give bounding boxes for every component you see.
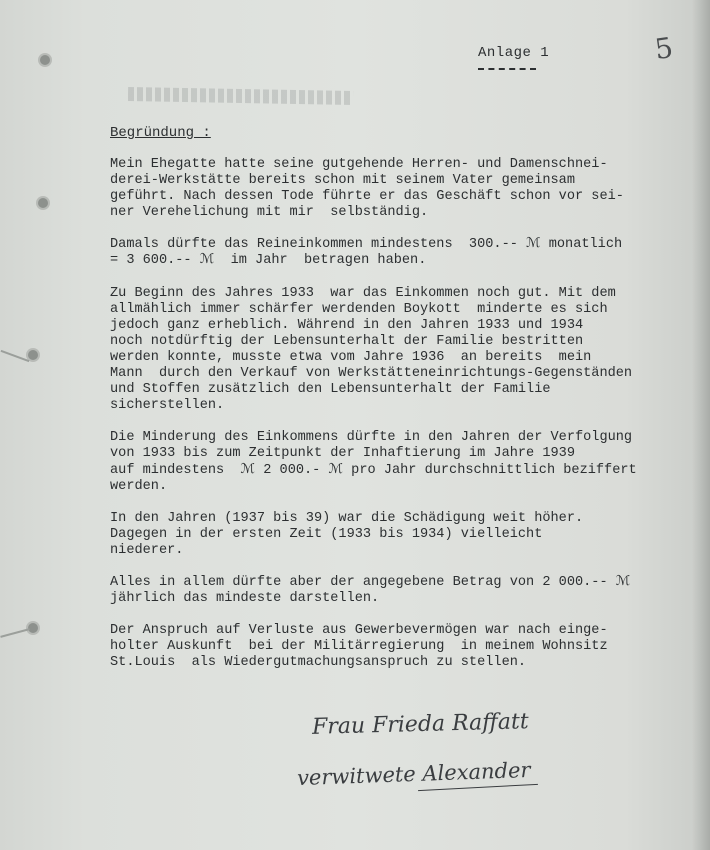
binding-string bbox=[1, 350, 30, 362]
text-line: St.Louis als Wiedergutmachungsanspruch zu stellen. bbox=[110, 655, 527, 671]
punch-hole bbox=[38, 198, 48, 208]
annex-label: Anlage 1 bbox=[478, 45, 550, 61]
text-line: Der Anspruch auf Verluste aus Gewerbevermögen war nach einge- bbox=[110, 623, 608, 639]
heading: Begründung : bbox=[110, 125, 211, 141]
text-line: holter Auskunft bei der Militärregierung in meinem Wohnsitz bbox=[110, 639, 608, 655]
text-line: Die Minderung des Einkommens dürfte in den Jahren der Verfolgung bbox=[110, 430, 633, 446]
text-line: Alles in allem dürfte aber der angegebene Betrag von 2 000.-- ℳ bbox=[110, 574, 631, 590]
signature-name: Frau Frieda Raffatt bbox=[311, 709, 529, 740]
paragraph bbox=[110, 286, 700, 415]
text-line: In den Jahren (1937 bis 39) war die Schädigung weit höher. bbox=[110, 510, 584, 526]
text-line: Mein Ehegatte hatte seine gutgehende Herren- und Damenschnei- bbox=[110, 157, 608, 172]
text-line: Damals dürfte das Reineinkommen mindestens 300.-- ℳ monatlich bbox=[110, 237, 623, 253]
text-line: jährlich das mindeste darstellen. bbox=[110, 591, 380, 607]
text-line: und Stoffen zusätzlich den Lebensunterhalt der Familie bbox=[110, 382, 551, 398]
paragraph bbox=[110, 623, 700, 671]
text-line: sicherstellen. bbox=[110, 398, 225, 414]
text-line: werden. bbox=[110, 478, 168, 494]
text-line: ner Verehelichung mit mir selbständig. bbox=[110, 205, 429, 221]
paragraph bbox=[110, 430, 700, 494]
faint-stamp bbox=[128, 87, 353, 105]
signature-widow: verwitwete Alexander bbox=[296, 757, 531, 791]
punch-hole bbox=[40, 55, 50, 65]
text-line: von 1933 bis zum Zeitpunkt der Inhaftierung im Jahre 1939 bbox=[110, 446, 575, 462]
paragraph bbox=[110, 511, 700, 559]
text-line: Zu Beginn des Jahres 1933 war das Einkommen noch gut. Mit dem bbox=[110, 285, 616, 301]
text-line: geführt. Nach dessen Tode führte er das Geschäft schon vor sei- bbox=[110, 189, 624, 205]
annex-underline bbox=[478, 68, 536, 70]
text-line: niederer. bbox=[110, 542, 184, 558]
text-line: derei-Werkstätte bereits schon mit seinem Vater gemeinsam bbox=[110, 173, 575, 189]
text-line: jedoch ganz erheblich. Während in den Jahren 1933 und 1934 bbox=[110, 317, 584, 333]
binding-string bbox=[0, 628, 29, 638]
text-line: allmählich immer schärfer werdenden Boykott minderte es sich bbox=[110, 301, 608, 317]
text-line: noch notdürftig der Lebensunterhalt der Familie bestritten bbox=[110, 333, 584, 349]
punch-hole bbox=[28, 623, 38, 633]
paragraph bbox=[110, 575, 700, 607]
paragraph bbox=[110, 237, 700, 269]
text-line: = 3 600.-- ℳ im Jahr betragen haben. bbox=[110, 253, 427, 269]
paragraph bbox=[110, 157, 700, 221]
page-number-mark: 5 bbox=[652, 30, 676, 67]
punch-hole bbox=[28, 350, 38, 360]
body-text bbox=[110, 157, 700, 687]
text-line: Dagegen in der ersten Zeit (1933 bis 1934) vielleicht bbox=[110, 526, 543, 542]
text-line: Mann durch den Verkauf von Werkstätteneinrichtungs-Gegenständen bbox=[110, 366, 633, 382]
text-line: werden konnte, musste etwa vom Jahre 1936 an bereits mein bbox=[110, 349, 592, 365]
text-line: auf mindestens ℳ 2 000.- ℳ pro Jahr durchschnittlich beziffert bbox=[110, 462, 637, 478]
